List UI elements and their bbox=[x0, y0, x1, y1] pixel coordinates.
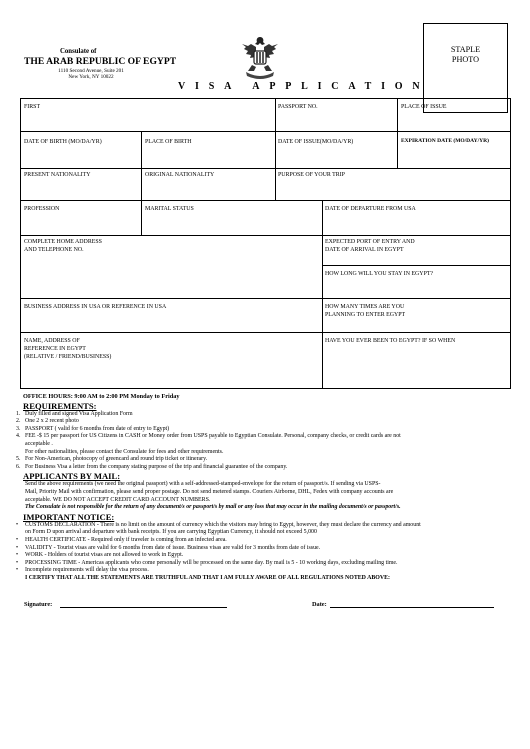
list-text: For Business Visa a letter from the company stating purpose of the trip and financial guarantee of the company. bbox=[25, 463, 288, 470]
list-text: WORK - Holders of tourist visas are not allowed to work in Egypt. bbox=[25, 552, 184, 559]
consulate-address-line-2: New York, NY 10022 bbox=[68, 74, 114, 81]
list-text: PASSPORT ( valid for 6 months from date of entry to Egypt) bbox=[25, 425, 170, 432]
list-number: 2. bbox=[16, 418, 21, 425]
home-address-label-line-2: AND TELEPHONE NO. bbox=[24, 247, 84, 253]
list-number bbox=[16, 441, 25, 449]
first-name-label: FIRST bbox=[24, 104, 41, 110]
list-number: 3. bbox=[16, 425, 21, 432]
list-item bbox=[16, 537, 516, 545]
bullet-icon: • bbox=[16, 544, 19, 551]
date-label: Date: bbox=[312, 601, 327, 608]
instructions-section bbox=[16, 393, 516, 582]
consulate-name: THE ARAB REPUBLIC OF EGYPT bbox=[24, 56, 177, 67]
list-number: 5. bbox=[16, 456, 21, 463]
list-text: One 2 x 2 recent photo bbox=[25, 418, 79, 425]
bullet-icon: • bbox=[16, 567, 19, 574]
list-item bbox=[16, 411, 516, 419]
eagle-emblem-icon bbox=[238, 34, 282, 80]
list-item bbox=[16, 545, 516, 553]
list-text: FEE -$ 15 per passport for US Citizens in CASH or Money order from USPS payable to Egyptian Consulate. Personal, company checks, or credit cards are not bbox=[25, 433, 401, 440]
number-of-entries-label-line-2: PLANNING TO ENTER EGYPT bbox=[325, 312, 406, 318]
list-text: on Form D upon arrival and departure with bank receipts. If you are carrying Egyptian Currency, it should not exceed 5,000 bbox=[25, 529, 317, 536]
length-of-stay-label: HOW LONG WILL YOU STAY IN EGYPT? bbox=[325, 271, 434, 277]
list-number bbox=[16, 449, 25, 457]
place-of-birth-label: PLACE OF BIRTH bbox=[145, 139, 192, 145]
reference-label-line-2: REFERENCE IN EGYPT bbox=[24, 346, 86, 352]
date-of-departure-label: DATE OF DEPARTURE FROM USA bbox=[325, 206, 416, 212]
previous-visit-label: HAVE YOU EVER BEEN TO EGYPT? IF SO WHEN bbox=[325, 338, 456, 344]
bullet-icon: • bbox=[16, 552, 19, 559]
mail-applicants-heading: APPLICANTS BY MAIL: bbox=[23, 471, 121, 482]
consulate-disclaimer: The Consulate is not responsible for the return of any document/s or passport/s by mail or any loss that may occur in the mailing document/s or passport/s. bbox=[25, 504, 401, 511]
requirements-heading: REQUIREMENTS: bbox=[23, 400, 97, 411]
home-address-label-line-1: COMPLETE HOME ADDRESS bbox=[24, 239, 102, 245]
business-address-label: BUSINESS ADDRESS IN USA OR REFERENCE IN USA bbox=[24, 304, 167, 310]
consulate-address bbox=[46, 68, 136, 80]
list-item bbox=[16, 464, 516, 472]
reference-label-line-3: (RELATIVE / FRIEND/BUSINESS) bbox=[24, 354, 112, 360]
application-form bbox=[20, 98, 511, 389]
office-hours: OFFICE HOURS: 9:00 AM to 2:00 PM Monday to Friday bbox=[23, 393, 180, 400]
photo-box-line-2: PHOTO bbox=[451, 54, 480, 64]
list-text: For Non-American, photocopy of greencard and round trip ticket or itinerary. bbox=[25, 456, 208, 463]
list-text: VALIDITY - Tourist visas are valid for 6 months from date of issue. Business visas are valid for 3 months from date of issue. bbox=[25, 544, 321, 551]
list-item bbox=[16, 552, 516, 560]
list-item bbox=[16, 560, 516, 568]
list-text: PROCESSING TIME - Americas applicants who come personally will be processed on the same day. By mail is 5 - 10 working days, excluding mailing time. bbox=[25, 559, 398, 566]
list-item bbox=[16, 529, 516, 537]
visa-application-title: VISA APPLICATION bbox=[178, 81, 430, 92]
place-of-issue-label: PLACE OF ISSUE bbox=[401, 104, 447, 110]
reference-in-egypt-label bbox=[24, 337, 111, 361]
port-of-entry-label-line-2: DATE OF ARRIVAL IN EGYPT bbox=[325, 247, 404, 253]
home-address-label bbox=[24, 238, 102, 254]
date-of-birth-label: DATE OF BIRTH (MO/DA/YR) bbox=[24, 139, 102, 145]
list-text: For other nationalities, please contact the Consulate for fees and other requirements. bbox=[25, 448, 224, 455]
signature-label: Signature: bbox=[24, 601, 53, 608]
mail-line-1: Send the above requirements (we need the original passport) with a self-addressed-stamped-envelope for the return of passport/s. If sending via USPS- bbox=[25, 481, 381, 488]
list-number: 6. bbox=[16, 463, 21, 470]
list-item bbox=[16, 418, 516, 426]
mail-line-2: Mail, Priority Mail with confirmation, please send proper postage. Do not send metered stamps. Couriers Airborne, DHL, Fedex with company accounts are bbox=[25, 488, 394, 495]
original-nationality-label: ORIGINAL NATIONALITY bbox=[145, 172, 215, 178]
list-text: HEALTH CERTIFICATE - Required only if traveler is coming from an infected area. bbox=[25, 536, 227, 543]
list-text: Duly filled and signed Visa Application Form bbox=[25, 410, 133, 417]
number-of-entries-label bbox=[325, 303, 405, 319]
list-text: acceptable . bbox=[25, 440, 53, 447]
consulate-address-line-1: 1110 Second Avenue, Suite 201 bbox=[58, 68, 124, 74]
passport-no-label: PASSPORT NO. bbox=[278, 104, 318, 110]
purpose-of-trip-label: PURPOSE OF YOUR TRIP bbox=[278, 172, 345, 178]
marital-status-label: MARITAL STATUS bbox=[145, 206, 194, 212]
mail-line-3: acceptable. WE DO NOT ACCEPT CREDIT CARD ACCOUNT NUMBERS. bbox=[25, 496, 211, 503]
bullet-icon: • bbox=[16, 536, 19, 543]
reference-label-line-1: NAME, ADDRESS OF bbox=[24, 338, 80, 344]
list-item bbox=[16, 441, 516, 449]
list-text: CUSTOMS DECLARATION - There is no limit on the amount of currency which the visitors may bring to Egypt, however, they must declare the currency and amount bbox=[25, 521, 421, 528]
important-notice-heading: IMPORTANT NOTICE: bbox=[23, 511, 115, 522]
list-item bbox=[16, 433, 516, 441]
signature-line[interactable] bbox=[60, 607, 227, 608]
date-line[interactable] bbox=[330, 607, 494, 608]
certification-statement: I CERTIFY THAT ALL THE STATEMENTS ARE TRUTHFUL AND THAT I AM FULLY AWARE OF ALL REGULATIONS NOTED ABOVE: bbox=[25, 574, 390, 581]
list-number: 1. bbox=[16, 410, 21, 417]
list-number: 4. bbox=[16, 433, 21, 440]
number-of-entries-label-line-1: HOW MANY TIMES ARE YOU bbox=[325, 304, 405, 310]
port-of-entry-label bbox=[325, 238, 415, 254]
profession-label: PROFESSION bbox=[24, 206, 60, 212]
requirements-list bbox=[16, 411, 516, 472]
port-of-entry-label-line-1: EXPECTED PORT OF ENTRY AND bbox=[325, 239, 415, 245]
list-item bbox=[16, 567, 516, 575]
list-text: Incomplete requirements will delay the visa process. bbox=[25, 567, 149, 574]
bullet-icon: • bbox=[16, 559, 19, 566]
date-of-issue-label: DATE OF ISSUE(MO/DA/YR) bbox=[278, 139, 354, 145]
list-item bbox=[16, 456, 516, 464]
photo-box-line-1: STAPLE bbox=[450, 45, 481, 54]
expiration-date-label: EXPIRATION DATE (MO/DAY/YR) bbox=[401, 138, 489, 144]
consulate-line-1: Consulate of bbox=[60, 48, 97, 55]
present-nationality-label: PRESENT NATIONALITY bbox=[24, 172, 91, 178]
bullet-icon: • bbox=[16, 521, 19, 528]
